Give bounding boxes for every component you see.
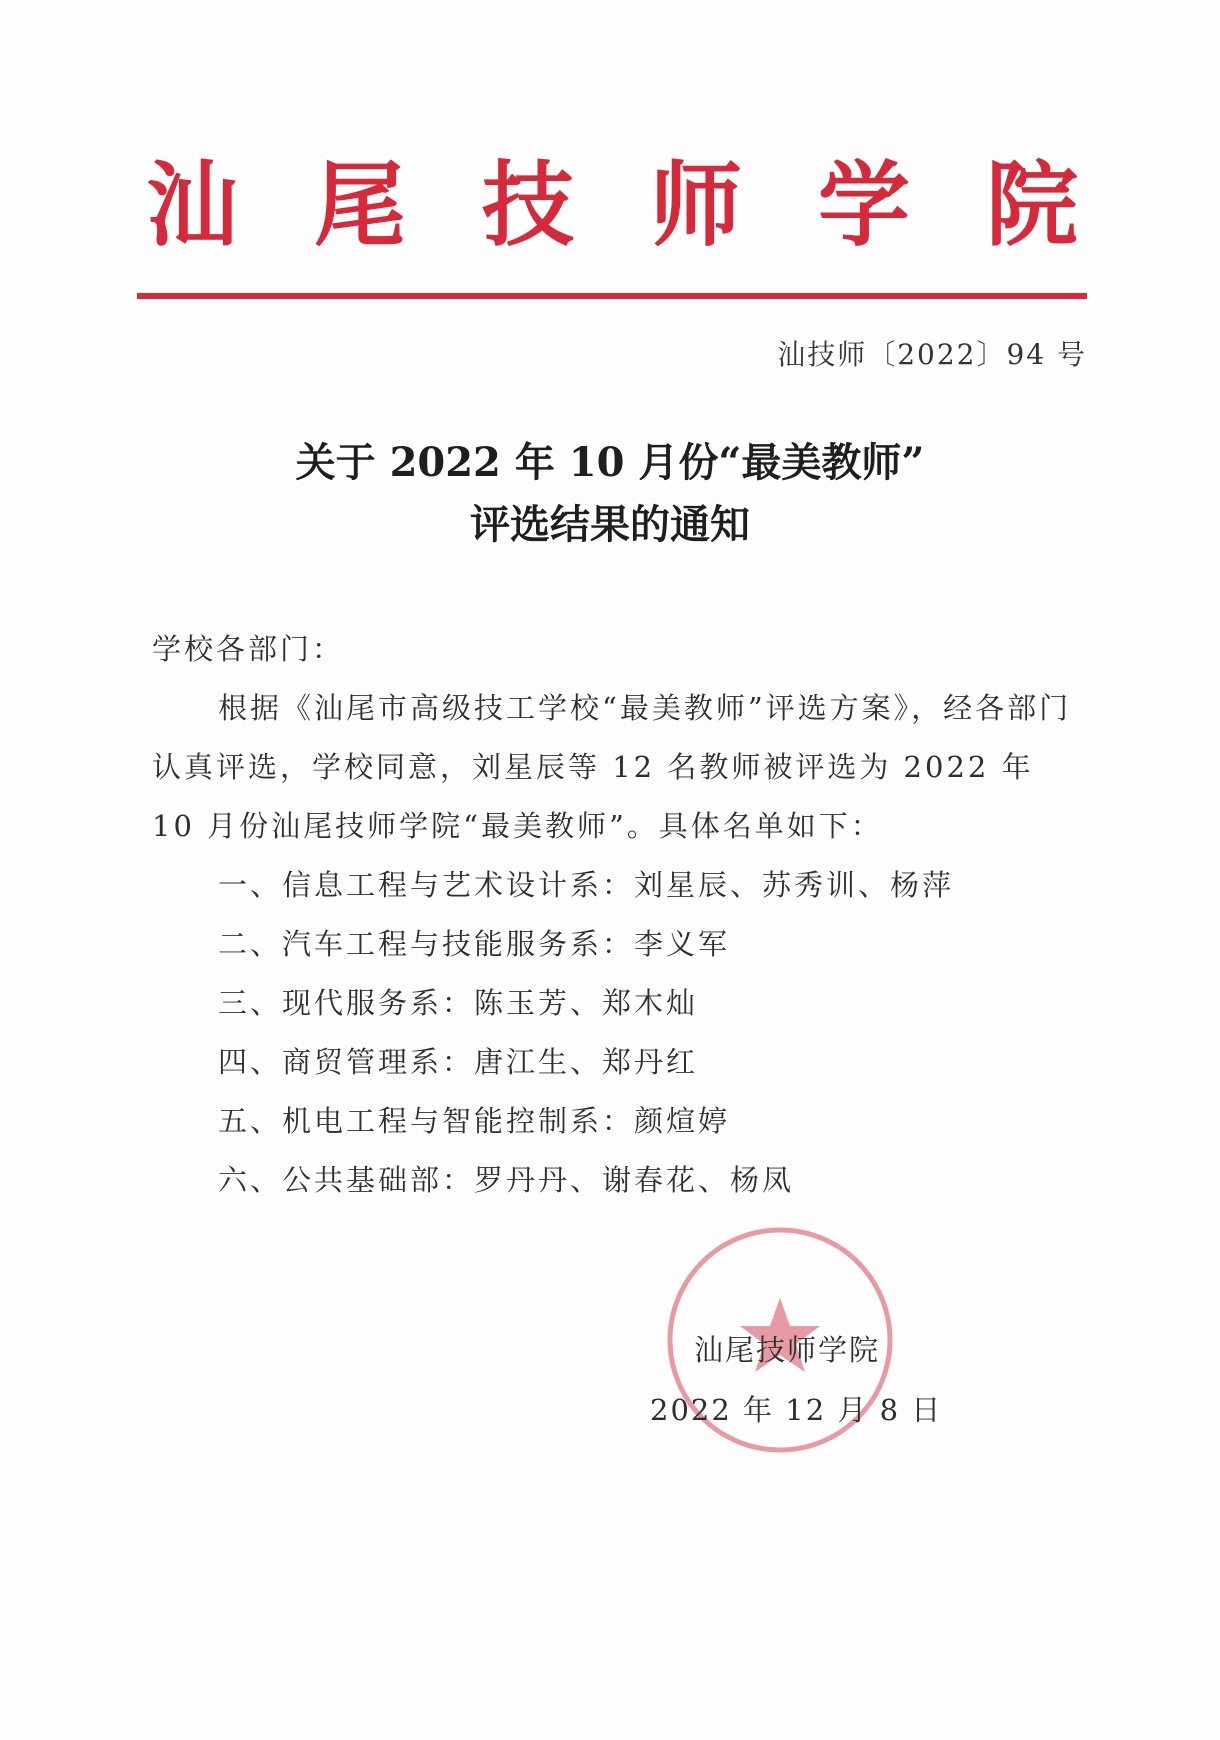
list-item: 五、机电工程与智能控制系：颜煊婷 bbox=[218, 1104, 731, 1138]
title-line-1: 关于 2022 年 10 月份“最美教师” bbox=[295, 439, 925, 486]
list-item: 三、现代服务系：陈玉芳、郑木灿 bbox=[218, 986, 699, 1020]
masthead-title bbox=[137, 150, 1087, 260]
salutation: 学校各部门： bbox=[152, 632, 345, 666]
masthead-char: 尾 bbox=[313, 151, 406, 259]
signing-date: 2022 年 12 月 8 日 bbox=[650, 1393, 943, 1427]
masthead-char: 院 bbox=[985, 151, 1078, 259]
title-line-2: 评选结果的通知 bbox=[470, 501, 750, 548]
document-number: 汕技师〔2022〕94 号 bbox=[777, 338, 1087, 371]
signing-organization: 汕尾技师学院 bbox=[694, 1333, 881, 1367]
list-item: 一、信息工程与艺术设计系：刘星辰、苏秀训、杨萍 bbox=[218, 868, 955, 902]
red-divider-line bbox=[137, 293, 1087, 299]
notice-title bbox=[0, 432, 1220, 556]
masthead-char: 汕 bbox=[145, 151, 238, 259]
masthead-char: 学 bbox=[817, 151, 910, 259]
list-item: 四、商贸管理系：唐江生、郑丹红 bbox=[218, 1045, 699, 1079]
notice-body bbox=[152, 620, 1082, 1210]
masthead-char: 师 bbox=[649, 151, 742, 259]
masthead-char: 技 bbox=[481, 151, 574, 259]
list-item: 六、公共基础部：罗丹丹、谢春花、杨凤 bbox=[218, 1163, 795, 1197]
main-paragraph: 根据《汕尾市高级技工学校“最美教师”评选方案》，经各部门认真评选，学校同意，刘星辰等 12 名教师被评选为 2022 年 10 月份汕尾技师学院“最美教师”。具体名单如下： bbox=[152, 691, 1072, 843]
list-item: 二、汽车工程与技能服务系：李义军 bbox=[218, 927, 731, 961]
